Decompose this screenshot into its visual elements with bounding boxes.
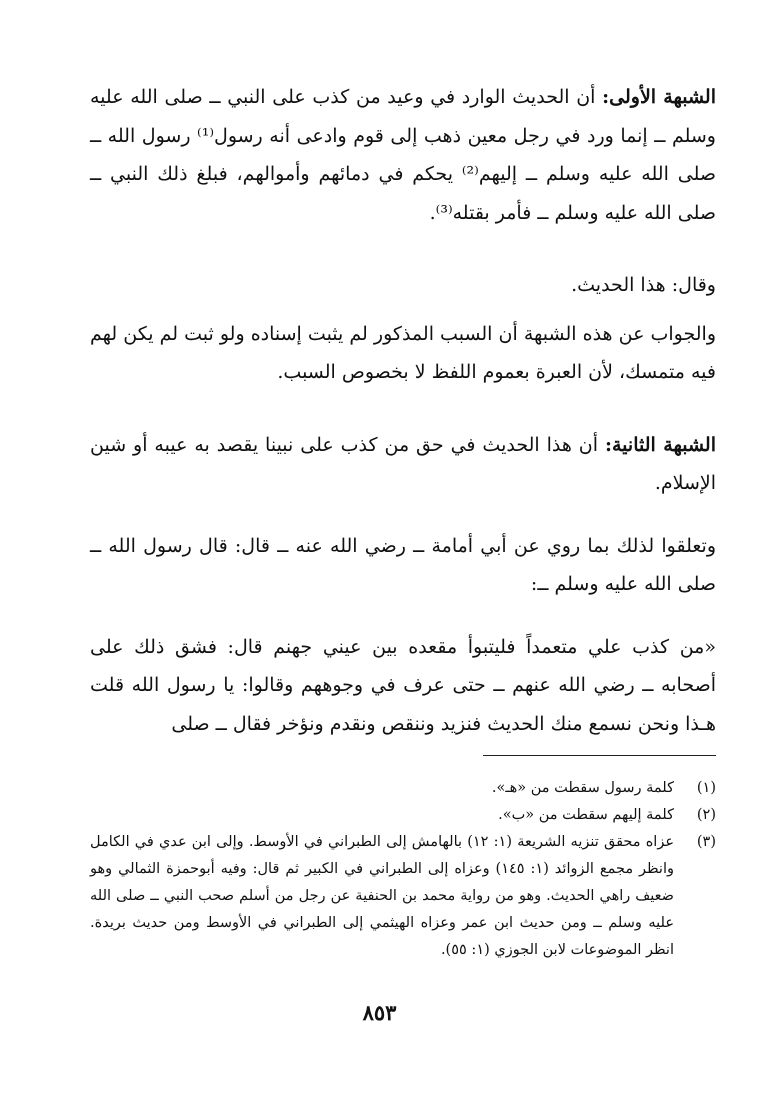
page-body [90, 78, 716, 743]
footnote-divider [483, 755, 716, 756]
paragraph-hadith-quote: «من كذب علي متعمداً فليتبوأ مقعده بين عيني جهنم قال: فشق ذلك على أصحابه ــ رضي الله عنهم ــ حتى عرف في وجوههم وقالوا: يا رسول الله قلت هـذا ونحن نسمع منك الحديث فنزيد وننقص ونقدم ونؤخر فقال ــ صلى [90, 635, 716, 735]
paragraph-answer: والجواب عن هذه الشبهة أن السبب المذكور لم يثبت إسناده ولو ثبت لم يكن لهم فيه متمسك، لأن العبرة بعموم اللفظ لا بخصوص السبب. [90, 322, 716, 383]
page-number: ٨٥٣ [362, 1000, 397, 1025]
footnote-number: (١) [696, 780, 716, 796]
footnote-2 [90, 802, 716, 829]
footnote-text: عزاه محقق تنزيه الشريعة (١: ١٢) بالهامش إلى الطبراني في الأوسط. وإلى ابن عدي في الكامل وانظر مجمع الزوائد (١: ١٤٥) وعزاه إلى الطبراني في الكبير ثم قال: وفيه أبوحمزة الثمالي وهو ضعيف راهي الحديث. وهو من رواية محمد بن الحنفية عن رجل من أسلم صحب النبي ــ صلى الله عليه وسلم ــ ومن حديث ابن عمر وعزاه الهيثمي إلى الطبراني في الأوسط ومن حديث بريدة. انظر الموضوعات لابن الجوزي (١: ٥٥). [90, 834, 674, 958]
heading-second-doubt: الشبهة الثانية: [604, 433, 716, 456]
footnote-3 [90, 829, 716, 964]
paragraph-second-doubt [90, 426, 716, 503]
paragraph-said: وقال: هذا الحديث. [571, 274, 716, 296]
footnote-text: كلمة رسول سقطت من «هـ». [491, 780, 674, 796]
paragraph-first-doubt [90, 78, 716, 232]
footnotes [90, 775, 716, 964]
footnote-text: كلمة إليهم سقطت من «ب». [498, 807, 674, 823]
paragraph-second-doubt-text: أن هذا الحديث في حق من كذب على نبينا يقصد به عيبه أو شين الإسلام. [90, 433, 716, 494]
paragraph-first-doubt-text: أن الحديث الوارد في وعيد من كذب على النبي ــ صلى الله عليه وسلم ــ إنما ورد في رجل معين ذهب إلى قوم وادعى أنه رسول⁽¹⁾ رسول الله ــ صلى الله عليه وسلم ــ إليهم⁽²⁾ يحكم في دمائهم وأموالهم، فبلغ ذلك النبي ــ صلى الله عليه وسلم ــ فأمر بقتله⁽³⁾. [90, 86, 716, 224]
footnote-number: (٢) [696, 807, 716, 823]
heading-first-doubt: الشبهة الأولى: [602, 86, 717, 108]
footnote-number: (٣) [696, 834, 716, 850]
paragraph-narration-intro: وتعلقوا لذلك بما روي عن أبي أمامة ــ رضي الله عنه ــ قال: قال رسول الله ــ صلى الله عليه وسلم ــ: [90, 534, 716, 595]
footnote-1 [90, 775, 716, 802]
